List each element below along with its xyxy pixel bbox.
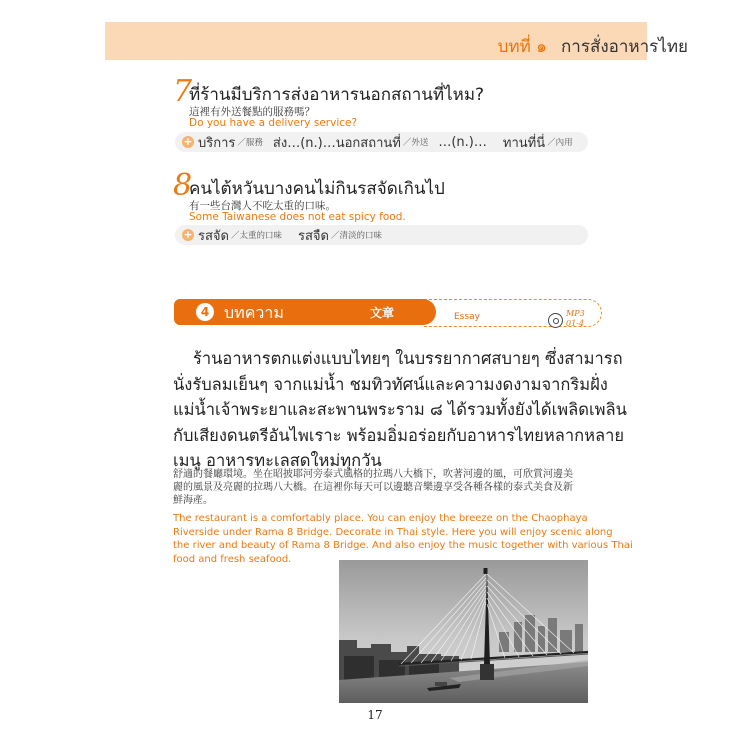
sentence-number: 7 bbox=[173, 74, 193, 109]
vocab-gloss: ／太重的口味 bbox=[230, 231, 282, 241]
lesson-number: บทที่ ๑ bbox=[497, 37, 547, 57]
essay-chinese-line: 鮮海產。 bbox=[173, 495, 213, 506]
sentence-chinese: 這裡有外送餐點的服務嗎？ bbox=[189, 106, 315, 118]
section-header-essay bbox=[174, 299, 602, 329]
vocab-word: ทานที่นี่ bbox=[502, 135, 546, 151]
sentence-thai: ที่ร้านมีบริการส่งอาหารนอกสถานที่ไหม? bbox=[189, 85, 485, 105]
essay-english bbox=[173, 512, 633, 566]
essay-thai-line: กับเสียงดนตรีอันไพเราะ พร้อมอิ่มอร่อยกับอาหารไทยหลากหลาย bbox=[173, 425, 625, 445]
vocab-gloss: ／內用 bbox=[547, 138, 573, 148]
cd-icon bbox=[548, 313, 563, 328]
essay-chinese bbox=[173, 468, 593, 507]
chapter-title bbox=[498, 33, 688, 60]
page-number: 17 bbox=[367, 708, 383, 722]
audio-format: MP3 bbox=[566, 309, 585, 318]
essay-chinese-line: 麗的風景及亮麗的拉瑪八大橋。在這裡你每天可以邊聽音樂邊享受各種各樣的泰式美食及新 bbox=[173, 482, 573, 493]
sentence-number: 8 bbox=[173, 168, 193, 203]
section-number-badge: 4 bbox=[196, 303, 214, 321]
audio-track-number: 01-4 bbox=[566, 319, 584, 328]
essay-thai bbox=[173, 346, 627, 474]
essay-thai-line: นั่งรับลมเย็นๆ จากแม่น้ำ ชมทิวทัศน์และความงดงามจากริมฝั่ง bbox=[173, 374, 608, 394]
lesson-title: การสั่งอาหารไทย bbox=[560, 37, 688, 57]
audio-track-marker[interactable] bbox=[548, 309, 598, 333]
plus-icon: + bbox=[183, 228, 193, 241]
sentence-chinese: 有一些台灣人不吃太重的口味。 bbox=[189, 200, 336, 212]
vocab-word: ส่ง…(n.)…นอกสถานที่ bbox=[272, 135, 401, 151]
vocab-word: รสจืด bbox=[298, 228, 329, 244]
bridge-image bbox=[339, 560, 588, 703]
section-title-english: Essay bbox=[454, 312, 480, 322]
essay-thai-line: เมนู อาหารทะเลสดใหม่ทุกวัน bbox=[173, 451, 382, 470]
vocab-word: รสจัด bbox=[198, 228, 229, 244]
sentence-english: Some Taiwanese does not eat spicy food. bbox=[189, 211, 406, 223]
sentence-thai: คนไต้หวันบางคนไม่กินรสจัดเกินไป bbox=[189, 179, 445, 199]
essay-english-line: food and fresh seafood. bbox=[173, 553, 292, 565]
vocab-gloss: ／清淡的口味 bbox=[330, 231, 382, 241]
rama-8-bridge-photo bbox=[339, 560, 588, 703]
vocab-box-7 bbox=[175, 132, 588, 152]
vocab-box-8 bbox=[175, 225, 588, 245]
vocab-word: …(n.)… bbox=[438, 134, 487, 150]
essay-chinese-line: 舒適的餐廳環境。坐在昭披耶河旁泰式風格的拉瑪八大橋下，吹著河邊的風，可欣賞河邊美 bbox=[173, 469, 573, 480]
essay-thai-line: ร้านอาหารตกแต่งแบบไทยๆ ในบรรยากาศสบายๆ ซึ่งสามารถ bbox=[193, 349, 623, 368]
vocab-gloss: ／外送 bbox=[402, 138, 429, 148]
section-title-thai: บทความ bbox=[224, 303, 284, 322]
essay-english-line: the river and beauty of Rama 8 Bridge. And also enjoy the music together with various Thai bbox=[173, 540, 633, 551]
vocab-gloss: ／服務 bbox=[237, 138, 263, 148]
section-title-chinese: 文章 bbox=[370, 306, 395, 320]
essay-english-line: The restaurant is a comfortably place. You can enjoy the breeze on the Chaophaya bbox=[173, 513, 588, 524]
essay-english-line: Riverside under Rama 8 Bridge. Decorate in Thai style. Here you will enjoy scenic along bbox=[173, 526, 613, 538]
plus-icon: + bbox=[183, 135, 193, 148]
sentence-english: Do you have a delivery service? bbox=[189, 117, 358, 129]
audio-label bbox=[566, 309, 585, 329]
essay-thai-line: แม่น้ำเจ้าพระยาและสะพานพระราม ๘ ได้รวมทั้งยังได้เพลิดเพลิน bbox=[173, 400, 627, 419]
vocab-word: บริการ bbox=[198, 135, 236, 151]
